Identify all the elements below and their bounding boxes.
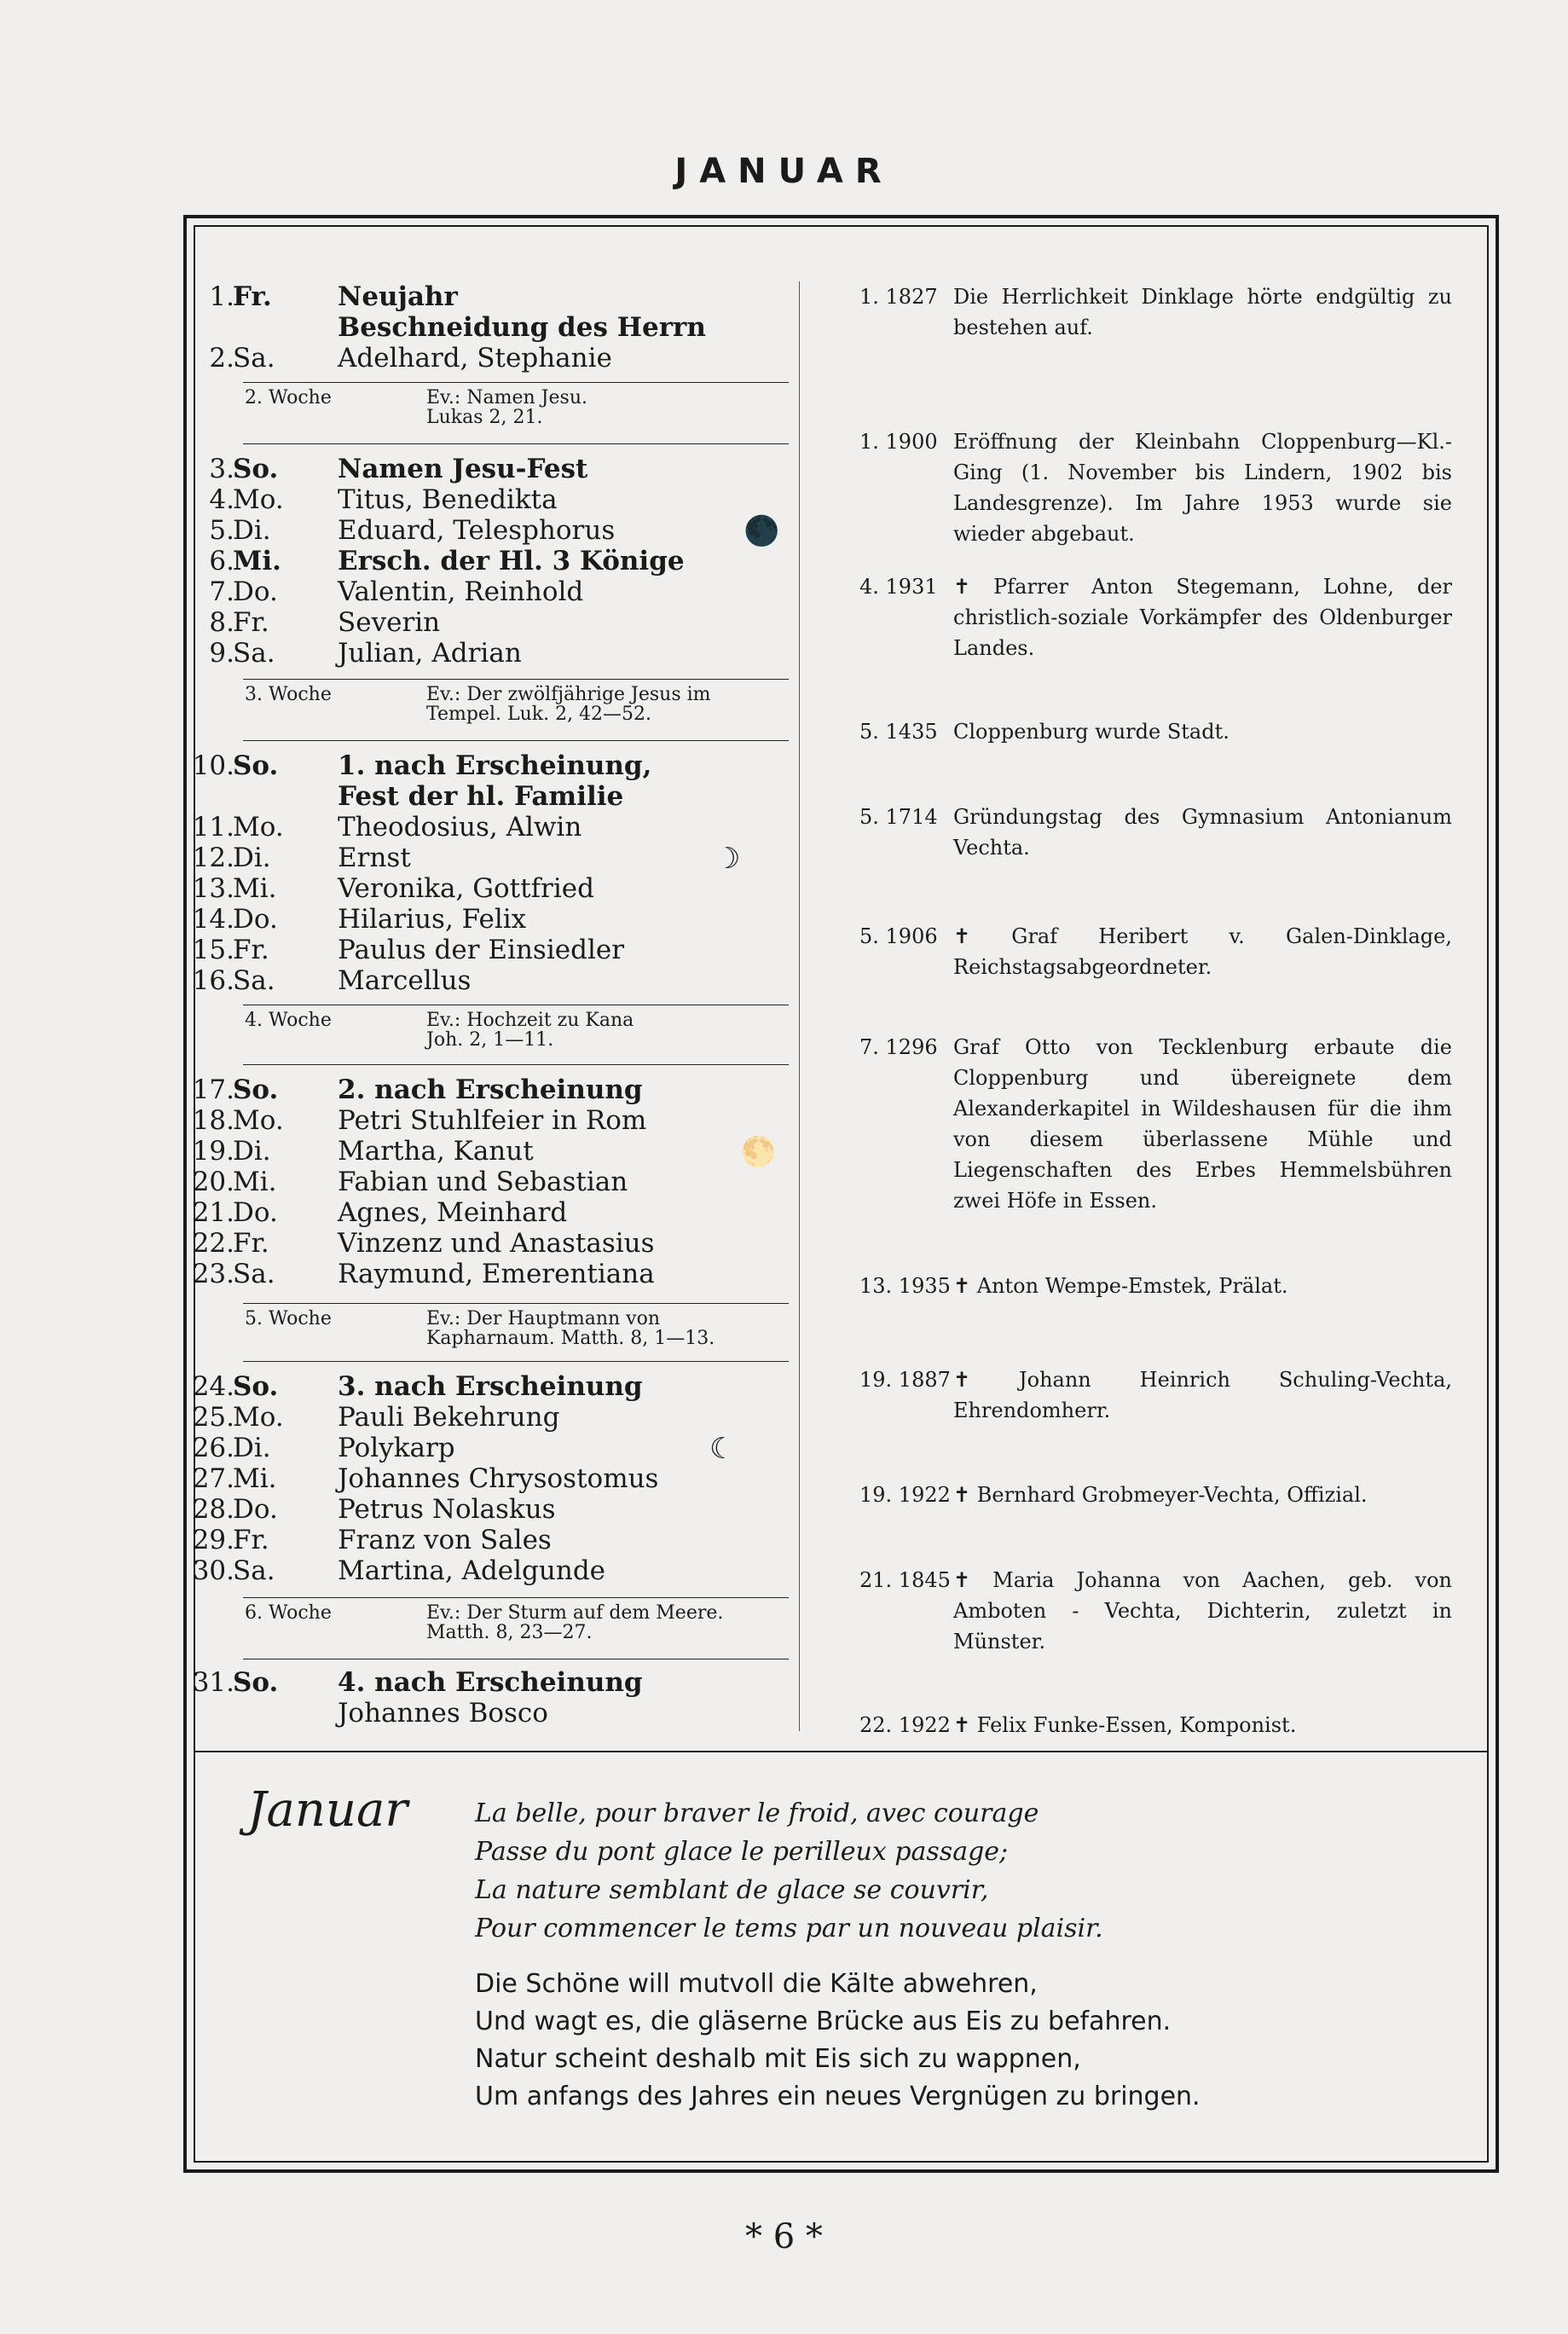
gospel-line: Matth. 8, 23—27. [426,1622,593,1643]
weekday: Do. [233,1197,278,1228]
history-event [859,802,1452,863]
day-number: 30. [192,1555,234,1586]
week-rule [243,1064,789,1065]
weekday: Sa. [233,1555,275,1586]
day-number: 3. [209,454,234,484]
event-text: ✝ Felix Funke-Essen, Komponist. [953,1713,1297,1737]
day-number: 16. [192,965,234,996]
history-event [859,1710,1452,1740]
day-saints: Franz von Sales [338,1525,552,1555]
weekday: Mo. [233,812,284,843]
day-saints: Pauli Bekehrung [338,1402,560,1433]
day-saints: Eduard, Telesphorus [338,515,616,546]
week-label: 6. Woche [245,1602,332,1624]
day-saints: Vinzenz und Anastasius [338,1228,655,1259]
day-saints: Agnes, Meinhard [338,1197,568,1228]
day-number: 4. [209,484,234,515]
day-saints: Petri Stuhlfeier in Rom [338,1105,647,1136]
gospel-reading [426,685,711,724]
day-number: 10. [192,750,234,781]
weekday: So. [233,1371,279,1402]
event-date: 1. 1900 [859,430,938,454]
event-text: Die Herrlichkeit Dinklage hörte endgültig zu bestehen auf. [953,285,1452,339]
weekday: Sa. [233,965,275,996]
gospel-reading [426,1603,723,1642]
event-date: 22. 1922 [859,1713,951,1737]
day-saints: 3. nach Erscheinung [338,1371,643,1402]
day-number: 27. [192,1463,234,1494]
gospel-line: Lukas 2, 21. [426,407,543,428]
weekday: Mi. [233,1167,277,1197]
weekday: Sa. [233,343,275,374]
event-date: 19. 1887 [859,1368,951,1392]
event-date: 7. 1296 [859,1035,938,1059]
event-text: ✝ Bernhard Grobmeyer-Vechta, Offizial. [953,1483,1368,1507]
history-event [859,716,1452,747]
day-number: 11. [192,812,234,843]
event-text: ✝ Maria Johanna von Aachen, geb. von Amboten - Vechta, Dichterin, zuletzt in Münster. [953,1568,1452,1653]
page-title: JANUAR [674,152,894,191]
day-number: 24. [192,1371,234,1402]
history-event [859,921,1452,982]
day-number: 15. [192,935,234,965]
event-text: Eröffnung der Kleinbahn Cloppenburg—Kl.-Ging (1. November bis Lindern, 1902 bis Landesgrenze). Im Jahre 1953 wurde sie wieder abgebaut. [953,430,1452,546]
event-text: ✝ Johann Heinrich Schuling-Vechta, Ehrendomherr. [953,1368,1452,1422]
day-number: 2. [209,343,234,374]
column-divider [799,281,800,1731]
day-number: 13. [192,873,234,904]
weekday: Mo. [233,1105,284,1136]
day-saints: Hilarius, Felix [338,904,527,935]
weekday: Mi. [233,546,281,576]
day-number: 5. [209,515,234,546]
day-saints: 4. nach Erscheinung [338,1667,643,1698]
weekday: Mi. [233,873,277,904]
day-number: 21. [192,1197,234,1228]
event-text: ✝ Anton Wempe-Emstek, Prälat. [953,1274,1288,1298]
day-number: 6. [209,546,234,576]
week-rule [243,1303,789,1304]
history-event [859,1271,1452,1301]
day-saints: Marcellus [338,965,472,996]
first-quarter-moon-icon: ☾ [709,1432,736,1466]
day-saints: Beschneidung des Herrn [338,312,706,343]
day-number: 1. [209,281,234,312]
week-rule [243,1361,789,1362]
day-saints: Titus, Benedikta [338,484,558,515]
week-rule [243,679,789,680]
day-number: 23. [192,1259,234,1289]
day-saints: Julian, Adrian [338,638,522,669]
weekday: Do. [233,904,278,935]
weekday: Fr. [233,1228,269,1259]
event-text: ✝ Pfarrer Anton Stegemann, Lohne, der christlich-soziale Vorkämpfer des Oldenburger Landes. [953,575,1452,660]
day-saints: Petrus Nolaskus [338,1494,556,1525]
gospel-reading [426,1011,634,1050]
day-saints: Namen Jesu-Fest [338,454,588,484]
history-event [859,1364,1452,1426]
event-date: 13. 1935 [859,1274,951,1298]
day-saints: Johannes Chrysostomus [338,1463,659,1494]
weekday: Fr. [233,607,269,638]
weekday: Di. [233,843,271,873]
day-number: 26. [192,1433,234,1463]
weekday: Mo. [233,484,284,515]
day-number: 14. [192,904,234,935]
full-moon-icon: 🌕 [740,1135,777,1169]
poem-title: Januar [247,1782,408,1838]
weekday: Mo. [233,1402,284,1433]
history-event [859,426,1452,549]
day-saints: Theodosius, Alwin [338,812,582,843]
week-label: 3. Woche [245,684,332,705]
weekday: Do. [233,576,278,607]
day-saints: Valentin, Reinhold [338,576,584,607]
event-text: Cloppenburg wurde Stadt. [953,720,1230,744]
day-saints: Paulus der Einsiedler [338,935,625,965]
weekday: Mi. [233,1463,277,1494]
day-number: 18. [192,1105,234,1136]
gospel-line: Ev.: Namen Jesu. [426,387,587,408]
gospel-line: Joh. 2, 1—11. [426,1029,554,1051]
week-rule [243,740,789,741]
weekday: Do. [233,1494,278,1525]
event-date: 21. 1845 [859,1568,951,1592]
weekday: Di. [233,1433,271,1463]
week-rule [243,382,789,383]
week-rule [243,1597,789,1598]
day-saints: Martina, Adelgunde [338,1555,606,1586]
history-event [859,1565,1452,1657]
event-date: 19. 1922 [859,1483,951,1507]
poem-line: La nature semblant de glace se couvrir, [475,1875,989,1905]
event-date: 4. 1931 [859,575,938,599]
day-saints: Polykarp [338,1433,455,1463]
week-rule [243,443,789,444]
gospel-line: Ev.: Der zwölfjährige Jesus im [426,684,711,705]
day-number: 12. [192,843,234,873]
gospel-reading [426,1309,715,1348]
day-saints: Martha, Kanut [338,1136,534,1167]
poem-line: Um anfangs des Jahres ein neues Vergnügen zu bringen. [475,2082,1201,2111]
poem-line: Die Schöne will mutvoll die Kälte abwehren, [475,1969,1038,1999]
day-saints: Neujahr [338,281,458,312]
week-label: 2. Woche [245,387,332,408]
week-label: 5. Woche [245,1308,332,1329]
new-moon-icon: 🌑 [743,514,780,548]
gospel-line: Tempel. Luk. 2, 42—52. [426,704,652,725]
event-text: Graf Otto von Tecklenburg erbaute die Cloppenburg und übereignete dem Alexanderkapitel in Wildeshausen für die ihm von diesem überlassene Mühle und Liegenschaften des Erbes Hemmelsbühren zwei Höfe in Essen. [953,1035,1452,1213]
day-number: 8. [209,607,234,638]
week-label: 4. Woche [245,1010,332,1031]
weekday: Fr. [233,281,272,312]
gospel-line: Ev.: Der Sturm auf dem Meere. [426,1602,724,1624]
day-number: 28. [192,1494,234,1525]
gospel-reading [426,388,587,427]
poem-line: La belle, pour braver le froid, avec courage [475,1798,1039,1828]
weekday: Di. [233,1136,271,1167]
event-date: 5. 1714 [859,805,938,829]
last-quarter-moon-icon: ☽ [715,842,741,876]
poem-line: Pour commencer le tems par un nouveau plaisir. [475,1914,1103,1943]
day-number: 25. [192,1402,234,1433]
day-saints: 2. nach Erscheinung [338,1074,643,1105]
event-date: 5. 1906 [859,924,938,948]
history-event [859,1480,1452,1510]
gospel-line: Ev.: Der Hauptmann von [426,1308,660,1329]
weekday: Sa. [233,1259,275,1289]
day-saints: Fest der hl. Familie [338,781,624,812]
day-number: 20. [192,1167,234,1197]
event-text: Gründungstag des Gymnasium Antonianum Vechta. [953,805,1452,860]
poem-french [475,1794,1103,1948]
weekday: Sa. [233,638,275,669]
weekday: Fr. [233,935,269,965]
day-saints: Fabian und Sebastian [338,1167,628,1197]
poem-divider [194,1751,1489,1752]
weekday: So. [233,750,279,781]
day-saints: Ernst [338,843,411,873]
day-number: 31. [192,1667,234,1698]
weekday: So. [233,454,279,484]
poem-line: Und wagt es, die gläserne Brücke aus Eis zu befahren. [475,2007,1172,2036]
gospel-line: Ev.: Hochzeit zu Kana [426,1010,634,1031]
weekday: Fr. [233,1525,269,1555]
day-number: 29. [192,1525,234,1555]
day-saints: Severin [338,607,441,638]
event-date: 1. 1827 [859,285,938,309]
weekday: Di. [233,515,271,546]
day-saints: Adelhard, Stephanie [338,343,612,374]
weekday: So. [233,1667,279,1698]
gospel-line: Kapharnaum. Matth. 8, 1—13. [426,1328,715,1349]
history-event [859,281,1452,343]
day-saints: Raymund, Emerentiana [338,1259,655,1289]
weekday: So. [233,1074,279,1105]
poem-line: Natur scheint deshalb mit Eis sich zu wappnen, [475,2044,1081,2074]
history-event [859,571,1452,663]
poem-german [475,1966,1201,2116]
history-event [859,1032,1452,1216]
day-number: 22. [192,1228,234,1259]
event-date: 5. 1435 [859,720,938,744]
day-saints: Ersch. der Hl. 3 Könige [338,546,685,576]
day-saints: Veronika, Gottfried [338,873,594,904]
day-number: 9. [209,638,234,669]
day-saints: 1. nach Erscheinung, [338,750,652,781]
day-number: 17. [192,1074,234,1105]
poem-line: Passe du pont glace le perilleux passage; [475,1837,1009,1867]
page-number: * 6 * [745,2217,823,2256]
day-number: 7. [209,576,234,607]
day-saints: Johannes Bosco [338,1698,548,1729]
day-number: 19. [192,1136,234,1167]
event-text: ✝ Graf Heribert v. Galen-Dinklage, Reichstagsabgeordneter. [953,924,1452,979]
